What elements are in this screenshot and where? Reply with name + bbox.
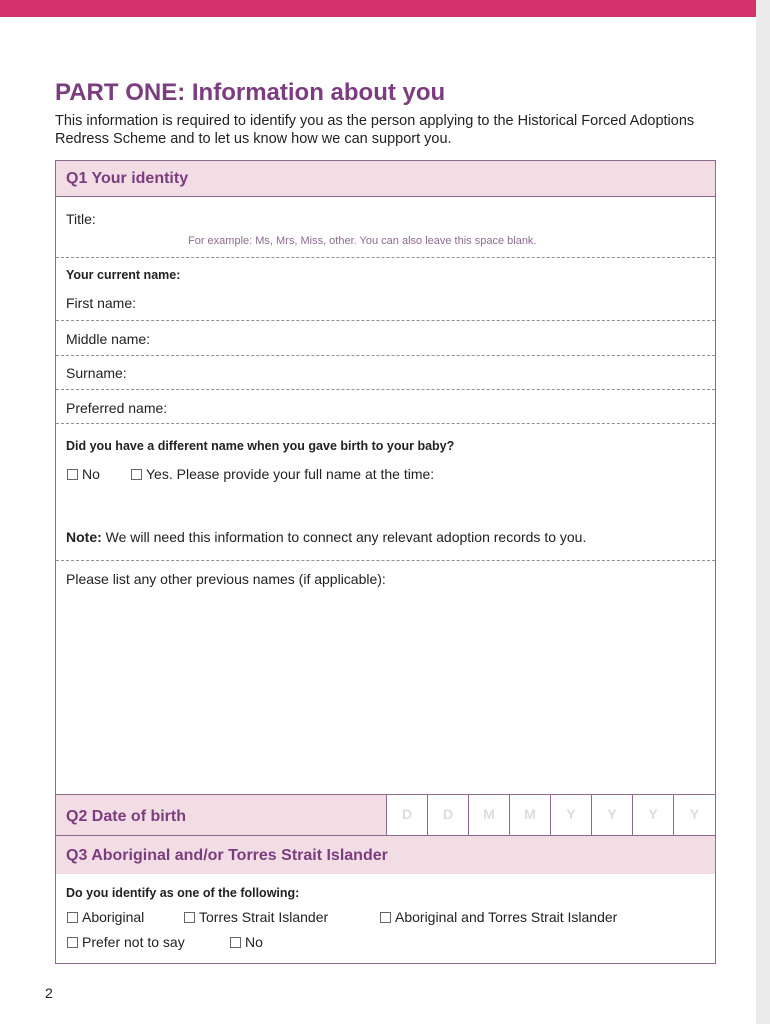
top-accent-bar — [0, 0, 770, 17]
no-checkbox[interactable] — [67, 469, 78, 480]
option-prefer-not-to-say[interactable]: Prefer not to say — [67, 934, 185, 950]
option-aboriginal-and-torres[interactable]: Aboriginal and Torres Strait Islander — [380, 909, 617, 925]
dob-year-1[interactable]: Y — [550, 795, 591, 835]
dob-day-1[interactable]: D — [386, 795, 427, 835]
aboriginal-checkbox[interactable] — [67, 912, 78, 923]
current-name-heading: Your current name: — [66, 268, 181, 282]
title-field[interactable] — [56, 197, 715, 258]
previous-names-label: Please list any other previous names (if applicable): — [66, 571, 386, 587]
first-name-label: First name: — [66, 295, 137, 311]
q1-heading: Q1 Your identity — [66, 170, 189, 187]
q3-header — [56, 836, 715, 874]
middle-name-label: Middle name: — [66, 331, 151, 347]
prefer-not-to-say-checkbox[interactable] — [67, 937, 78, 948]
torres-strait-checkbox[interactable] — [184, 912, 195, 923]
title-label: Title: — [66, 211, 96, 227]
dob-month-1[interactable]: M — [468, 795, 509, 835]
dob-month-2[interactable]: M — [509, 795, 550, 835]
option-q3-no[interactable]: No — [230, 934, 263, 950]
page-title: PART ONE: Information about you — [55, 79, 446, 106]
first-name-field[interactable] — [56, 258, 715, 321]
q3-body — [56, 874, 715, 963]
dob-year-4[interactable]: Y — [673, 795, 715, 835]
surname-field[interactable] — [56, 356, 715, 390]
dob-year-2[interactable]: Y — [591, 795, 632, 835]
form-container — [55, 160, 716, 964]
intro-text: This information is required to identify you as the person applying to the Historical Forced Adoptions Redress Scheme and to let us know how we can support you. — [55, 113, 695, 147]
option-yes[interactable]: Yes. Please provide your full name at the time: — [131, 466, 434, 482]
middle-name-field[interactable] — [56, 321, 715, 356]
yes-checkbox[interactable] — [131, 469, 142, 480]
different-name-section — [56, 424, 715, 561]
option-torres-strait-islander[interactable]: Torres Strait Islander — [184, 909, 328, 925]
dob-day-2[interactable]: D — [427, 795, 468, 835]
aboriginal-and-torres-checkbox[interactable] — [380, 912, 391, 923]
different-name-question: Did you have a different name when you gave birth to your baby? — [66, 439, 455, 453]
q2-header — [56, 795, 715, 836]
q1-header — [56, 161, 715, 197]
surname-label: Surname: — [66, 365, 127, 381]
previous-names-field[interactable] — [56, 561, 715, 795]
q3-no-checkbox[interactable] — [230, 937, 241, 948]
note-text: Note: We will need this information to connect any relevant adoption records to you. — [66, 529, 587, 545]
preferred-name-field[interactable] — [56, 390, 715, 424]
title-hint: For example: Ms, Mrs, Miss, other. You can also leave this space blank. — [188, 235, 537, 247]
page-number: 2 — [45, 985, 53, 1001]
scrollbar[interactable] — [756, 0, 770, 1024]
option-no[interactable]: No — [67, 466, 100, 482]
q3-heading: Q3 Aboriginal and/or Torres Strait Islander — [66, 847, 388, 864]
q2-heading: Q2 Date of birth — [66, 808, 187, 825]
preferred-name-label: Preferred name: — [66, 400, 168, 416]
q3-question: Do you identify as one of the following: — [66, 886, 300, 900]
option-aboriginal[interactable]: Aboriginal — [67, 909, 144, 925]
dob-year-3[interactable]: Y — [632, 795, 673, 835]
